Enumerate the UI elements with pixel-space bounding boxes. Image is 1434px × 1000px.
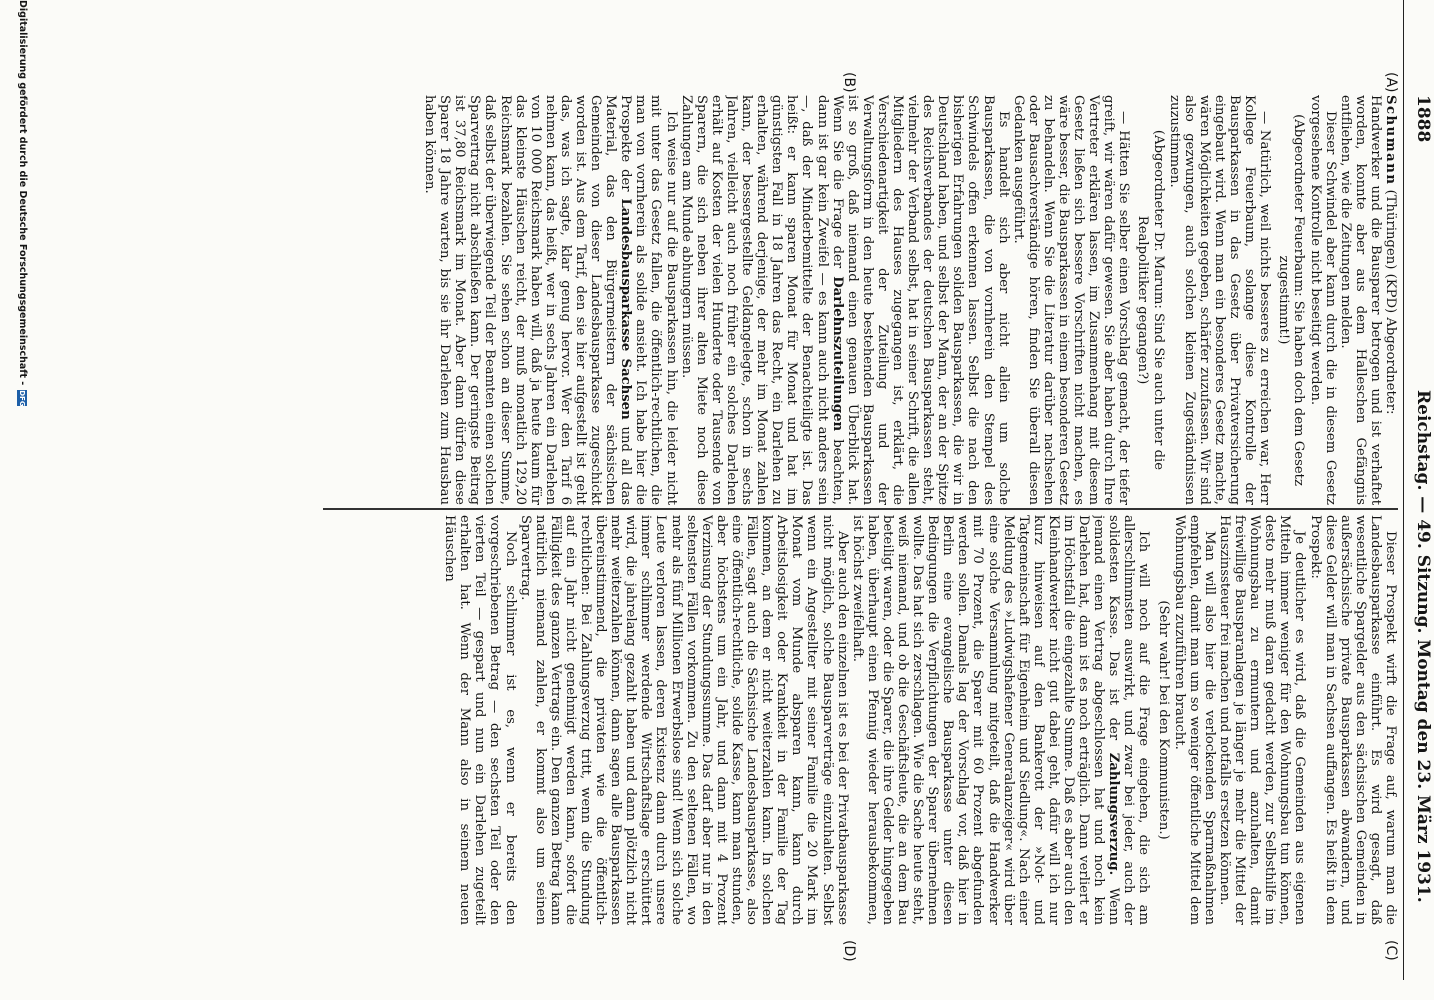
margin-letter-c: (C) [1383, 940, 1399, 961]
paragraph-text: Wenn jemand einen Vertrag abgeschlossen hat und noch kein Darlehen hat, dann ist es noch erträglich. Dann verliert er im Höchstfall die eingezahlte Summe. Daß es aber auch den Kleinhandwerker nicht gut dabei geht, dafür will ich nur kurz hinweisen auf den Bankerott der »Not- und Tatgemeinschaft für Eigenheim und Siedlung«. Nach einer Meldung des »Ludwigshafener Generalanzeiger« wird über eine solche Versammlung mitgeteilt, daß die Handwerker mit 70 Prozent, die Sparer mit 60 Prozent abgefunden werden sollen. Damals lag der Vorschlag vor, daß hier in Berlin eine evangelische Bausparkasse unter diesen Bedingungen die Verpflichtungen der Sparer übernehmen wollte. Das hat sich zerschlagen. Wie die Sache heute steht, weiß niemand, und ob die Geschäftsleute, die an dem Bau beteiligt waren, oder die Sparer, die ihre Gelder hingegeben haben, überhaupt einen Pfennig wieder herausbekommen, ist höchst zweifelhaft. [849, 515, 1122, 925]
speaker-affiliation: (Thüringen) (KPD) Abgeordneter: [1383, 185, 1398, 415]
interjection: (Abgeordneter Dr. Marum: Sind Sie auch unter die Realpolitiker gegangen?) [1135, 129, 1166, 471]
paragraph [850, 515, 1152, 925]
emphasis-term: Darlehnszuteilungen [829, 276, 845, 432]
speaker-name: Schumann [1383, 95, 1398, 186]
quoted-paragraph: Je deutlicher es wird, daß die Gemeinden aus eigenen Mitteln immer weniger für den Wohnungsbau tun können, desto mehr muß daran gedacht werden, zur Selbsthilfe im Wohnungsbau zu ermuntern und anzuhalten, damit freiwillige Bausparanlagen je länger je mehr die Mittel der Hauszinssteuer frei machen und notfalls ersetzen können. [1216, 515, 1308, 925]
paragraph: Man will also hier die verlockenden Sparmaßnahmen empfehlen, damit man um so weniger öffentliche Mittel dem Wohnungsbau zuzuführen braucht. [1171, 515, 1217, 925]
paragraph: Dieser Prospekt wirft die Frage auf, warum man die Landesbausparkasse einführt. Es wird gesagt, daß wesentliche Spargelder aus den sächsischen Gemeinden in außersächsische private Bausparkassen abwandern, und diese Gelder will man in Sachsen auffangen. Es heißt in dem Prospekt: [1307, 515, 1398, 925]
paragraph [679, 95, 1011, 505]
dfg-footer [14, 0, 28, 980]
paragraph-text: und all das Material, das den Bürgermeistern der sächsischen Gemeinden von dieser Landesbausparkasse zugeschickt worden ist. Aus dem Tarif, den sie hier aufgestellt ist geht das, was ich sagte, klar genug hervor. Wer den Tarif 6 nehmen kann, das heißt, wer in sechs Jahren ein Darlehen von 10 000 Reichsmark haben will, daß ja heute kaum für das kleinste Häuschen reicht, der muß monatlich 129,20 Reichsmark bezahlen. Sie sehen schon an dieser Summe, daß selbst der überwiegende Teil der Beamten einen solchen Sparvertrag nicht abschließen kann. Der geringste Beitrag ist 37,80 Reichsmark im Monat. Aber dann dürfen diese Sparer 18 Jahre warten, bis sie ihr Darlehen zum Hausbau haben können. [422, 95, 634, 505]
paragraph: Noch schlimmer ist es, wenn er bereits den vorgeschriebenen Betrag — den sechsten Teil oder den vierten Teil — gespart und nun ein Darlehen zugeteilt erhalten hat. Wenn der Mann also in seinem neuen Häuschen [442, 515, 518, 925]
left-column [318, 95, 1398, 505]
paragraph-text: Ich will noch auf die Frage eingehen, die sich am allerschlimmsten auswirkt, und zwar bei jeder, auch der solidesten Kasse. Das ist der [1106, 515, 1152, 925]
interjection: (Abgeordneter Feuerbaum: Sie haben doch dem Gesetz zugestimmt!) [1276, 114, 1307, 486]
paragraph: Dieser Schwindel aber kann durch die in diesem Gesetz vorgesehene Kontrolle nicht beseitigt werden. [1307, 95, 1338, 505]
footer-text: Digitalisierung gefördert durch die Deutsche Forschungsgemeinschaft - [17, 0, 28, 386]
paragraph-text: Es handelt sich aber nicht allein um solche Bausparkassen, die von vornherein den Stempel des Schwindels offen erkennen lassen. Selbst die nach den bisherigen Erfahrungen soliden Bausparkassen, die wir in Deutschland haben, und selbst der Mann, der an der Spitze des Reichsverbandes der deutschen Bausparkassen steht, vielmehr der Verband selbst, hat in seiner Schrift, die allen Mitgliedern des Hauses zugegangen ist, erklärt, die Verschiedenartigkeit der Zuteilung und der Verwaltungsform in den heute bestehenden Bausparkassen ist so groß, daß niemand einen genauen Überblick hat. Wenn Sie die Frage der [829, 95, 1011, 505]
page-title: Reichstag. — 49. Sitzung. Montag den 23. März 1931. [1413, 390, 1433, 903]
speaker-line [1383, 95, 1398, 505]
paragraph [422, 95, 679, 505]
paragraph: Aber auch den einzelnen ist es bei der Privatbausparkasse nicht möglich, solche Bausparverträge einzuhalten. Selbst wenn ein Angestellter mit seiner Familie die 20 Mark im Monat vom Munde absparen kann, kann durch Arbeitslosigkeit oder Krankheit in der Familie der Tag kommen, an dem er nicht weiterzahlen kann. In solchen Fällen, sagt auch die Sächsische Landesbausparkasse, also eine öffentlich-rechtliche, solide Kasse, kann man stunden, aber höchstens um ein Jahr, und dann mit 4 Prozent Verzinsung der Stundungssumme. Das darf aber nur in den seltensten Fällen vorkommen. Zu den seltenen Fällen, wo mehr als fünf Millionen Erwerbslose sind! Wenn sich solche Leute verloren lassen, deren Existenz dann durch unsere immer schlimmer werdende Wirtschaftslage erschüttert wird, die jahrelang gezahlt haben und dann plötzlich nicht mehr weiterzahlen können, dann sagen alle Bausparkassen übereinstimmend, die privaten wie die öffentlich-rechtlichen: Bei Zahlungsverzug tritt, wenn die Stundung auf ein Jahr nicht genehmigt werden kann, sofort die Fälligkeit des ganzen Vertrags ein. Den ganzen Betrag kann natürlich niemand zahlen, er kommt also um seinen Sparvertrag. [517, 515, 850, 925]
dfg-logo-icon: DFG [18, 390, 27, 407]
margin-letter-a: (A) [1383, 72, 1399, 93]
paragraph: Handwerker und die Bausparer betrogen und ist verhaftet worden, konnte aber aus dem Halleschen Gefängnis entfliehen, wie die Zeitungen melden. [1337, 95, 1383, 505]
document-page [16, 0, 1434, 980]
page-header [1403, 0, 1434, 980]
paragraph: — Hätten Sie selber einen Vorschlag gemacht, der tiefer greift, wir wären dafür gewesen. Sie aber haben durch Ihre Vertreter erklären lassen, im Zusammenhang mit diesem Gesetz ließen sich bessere Vorschriften nicht machen, es wäre besser, die Bausparkassen in einem besonderen Gesetz zu behandeln. Wenn Sie die Literatur darüber nachsehen oder Bausachverständige hören, finden Sie überall diesen Gedanken ausgeführt. [1010, 95, 1132, 505]
margin-letter-b: (B) [841, 72, 857, 93]
page-number: 1888 [1413, 95, 1433, 143]
paragraph: — Natürlich, weil nichts besseres zu erreichen war, Herr Kollege Feuerbaum, solange diese Kontrolle der Bausparkassen in das Gesetz über Privatversicherung eingebaut wird. Wenn man ein besonderes Gesetz machte, wären Möglichkeiten gegeben, schärfer zuzufassen. Wir sind also gezwungen, auch solchen kleinen Zugeständnissen zuzustimmen. [1166, 95, 1273, 505]
emphasis-term: Zahlungsverzug. [1106, 752, 1122, 876]
interjection: (Sehr wahr! bei den Kommunisten.) [1155, 600, 1171, 840]
column-divider [323, 508, 1398, 510]
emphasis-term: Landesbausparkasse Sachsen [618, 198, 634, 420]
margin-letter-d: (D) [841, 940, 857, 962]
right-column [318, 515, 1398, 925]
paragraph-text: Ich weise nur auf die Bausparkassen hin, die leider nicht mit unter das Gesetz fallen, die öffentlich-rechtlichen, die man von vornherein als solide ansieht. Ich habe hier die Prospekte der [618, 95, 679, 505]
paragraph-text: beachten, dann ist gar kein Zweifel — es kann auch nicht anders sein —, daß der Minderbemittelte der Benachteiligte ist. Das heißt: er kann sparen Monat für Monat und hat im günstigsten Fall in 18 Jahren das Recht, ein Darlehen zu erhalten, während derjenige, der mehr im Monat zahlen kann, der bessergestellte Geldangelegte, schon in sechs Jahren, vielleicht auch noch früher ein solches Darlehen erhält auf Kosten der vielen Hunderte oder Tausende von Sparern, die sich neben ihrer alten Miete noch diese Zahlungen am Munde abhungern müssen. [678, 95, 845, 505]
